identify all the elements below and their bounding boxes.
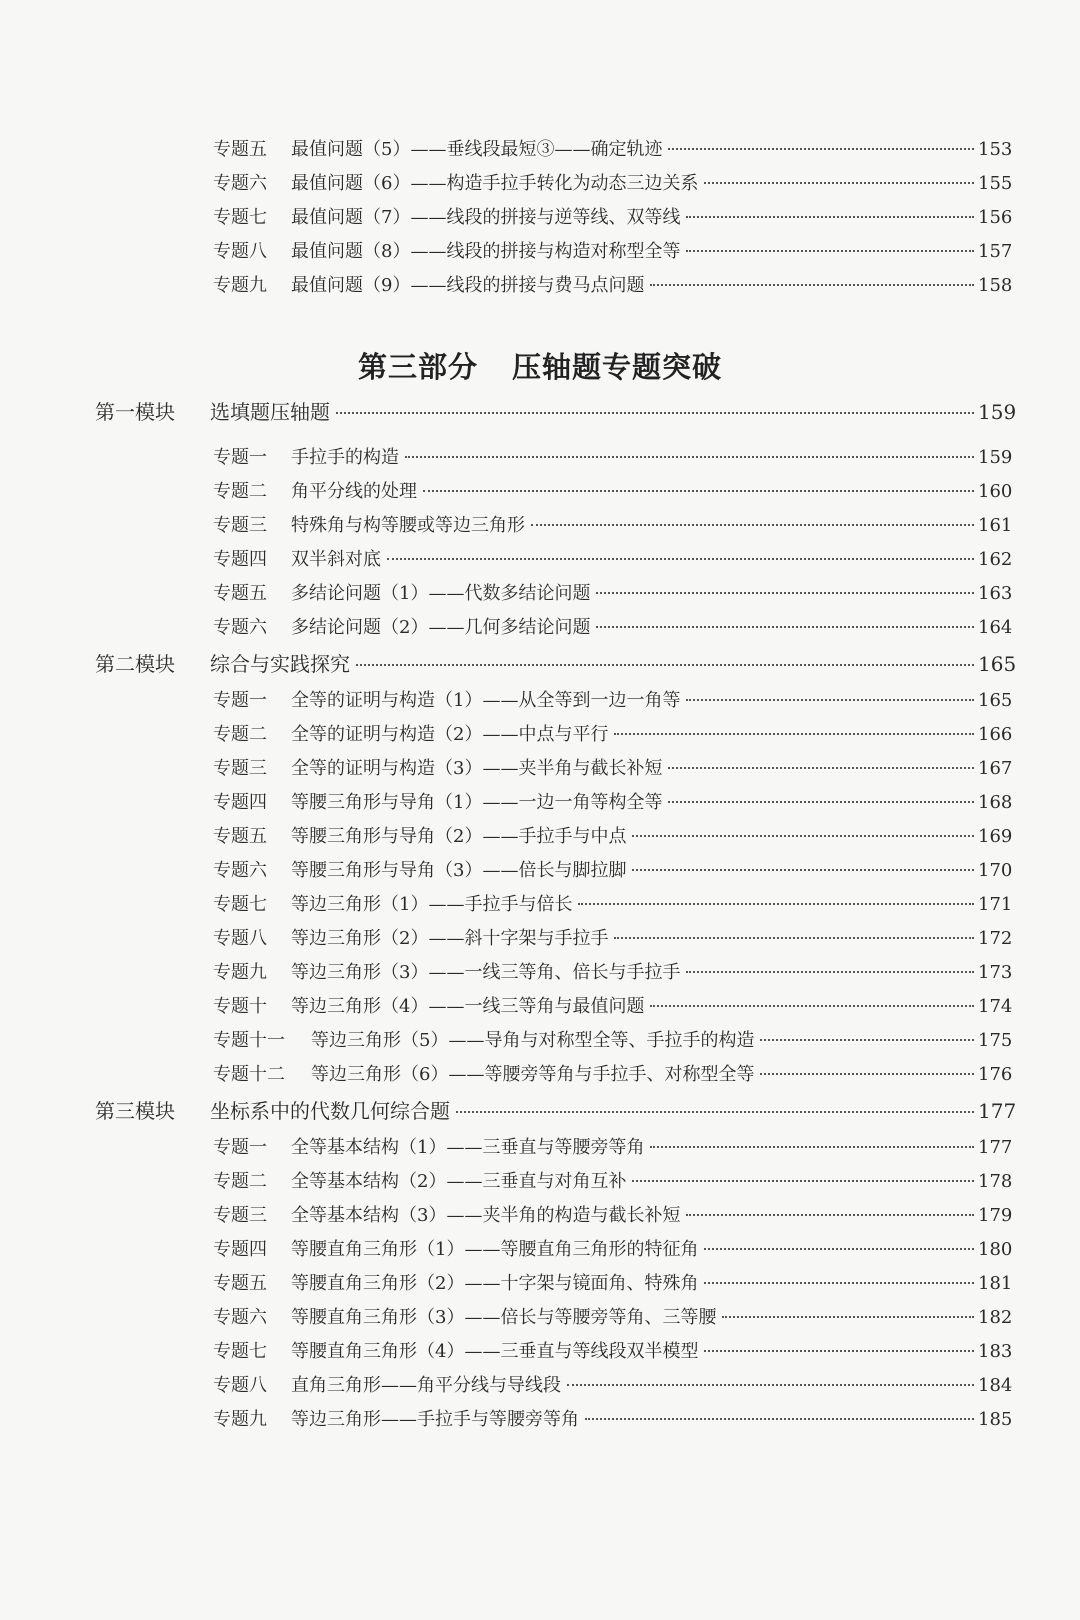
toc-entry[interactable] [0,545,1080,579]
topic-title: 特殊角与构等腰或等边三角形 [291,515,525,536]
dot-leader [596,592,974,594]
dot-leader [760,1039,974,1041]
dot-leader [650,1005,974,1007]
topic-title: 等边三角形（1）——手拉手与倍长 [291,894,573,915]
topic-title: 全等的证明与构造（2）——中点与平行 [291,724,609,745]
topic-label: 专题九 [213,962,267,983]
topic-title: 等腰直角三角形（4）——三垂直与等线段双半模型 [291,1341,699,1362]
dot-leader [686,216,974,218]
toc-entry[interactable] [0,271,1080,305]
toc-entry[interactable] [0,1167,1080,1201]
dot-leader [614,937,974,939]
toc-entry[interactable] [0,579,1080,613]
topic-label: 专题五 [213,583,267,604]
page-number: 160 [978,481,1013,502]
dot-leader [567,1384,974,1386]
topic-title: 多结论问题（1）——代数多结论问题 [291,583,591,604]
topic-label: 专题六 [213,860,267,881]
toc-entry[interactable] [0,477,1080,511]
part-heading [0,345,1080,386]
topic-label: 专题五 [213,826,267,847]
topic-title: 等边三角形（3）——一线三等角、倍长与手拉手 [291,962,681,983]
dot-leader [704,182,974,184]
toc-entry[interactable] [0,754,1080,788]
toc-entry[interactable] [0,1303,1080,1337]
toc-entry[interactable] [0,720,1080,754]
topic-title: 手拉手的构造 [291,447,399,468]
topic-label: 专题二 [213,724,267,745]
topic-label: 专题六 [213,617,267,638]
dot-leader [632,869,974,871]
topic-title: 最值问题（9）——线段的拼接与费马点问题 [291,275,645,296]
page-number: 156 [978,207,1013,228]
topic-label: 专题十 [213,996,267,1017]
page-number: 161 [978,515,1013,536]
topic-label: 专题一 [213,690,267,711]
page-number: 179 [978,1205,1013,1226]
topic-title: 等边三角形——手拉手与等腰旁等角 [291,1409,579,1430]
topic-label: 专题一 [213,1137,267,1158]
dot-leader [722,1316,974,1318]
page-number: 176 [978,1064,1013,1085]
topic-title: 双半斜对底 [291,549,381,570]
page-number: 163 [978,583,1013,604]
dot-leader [686,971,974,973]
topic-label: 专题九 [213,275,267,296]
module-label: 第二模块 [95,652,175,676]
page-number: 155 [978,173,1013,194]
topic-label: 专题八 [213,241,267,262]
page-number: 185 [978,1409,1013,1430]
topic-title: 全等基本结构（2）——三垂直与对角互补 [291,1171,627,1192]
toc-entry[interactable] [0,1026,1080,1060]
toc-entry[interactable] [0,1060,1080,1094]
topic-label: 专题十一 [213,1030,285,1051]
dot-leader [668,801,974,803]
topic-title: 等腰直角三角形（2）——十字架与镜面角、特殊角 [291,1273,699,1294]
dot-leader [531,524,974,526]
topic-title: 等腰三角形与导角（3）——倍长与脚拉脚 [291,860,627,881]
topic-title: 全等基本结构（1）——三垂直与等腰旁等角 [291,1137,645,1158]
topic-label: 专题八 [213,1375,267,1396]
page-number: 168 [978,792,1013,813]
topic-title: 等腰三角形与导角（1）——一边一角等构全等 [291,792,663,813]
page-number: 180 [978,1239,1013,1260]
dot-leader [760,1073,974,1075]
page-number: 159 [978,400,1017,424]
dot-leader [686,1214,974,1216]
module-title: 坐标系中的代数几何综合题 [210,1099,450,1123]
dot-leader [686,250,974,252]
module-entry[interactable] [0,648,1080,684]
dot-leader [456,1111,974,1113]
page-number: 175 [978,1030,1013,1051]
toc-entry[interactable] [0,203,1080,237]
topic-title: 全等的证明与构造（1）——从全等到一边一角等 [291,690,681,711]
dot-leader [356,664,974,666]
page-number: 178 [978,1171,1013,1192]
topic-label: 专题十二 [213,1064,285,1085]
dot-leader [686,699,974,701]
page-number: 153 [978,139,1013,160]
topic-label: 专题二 [213,481,267,502]
page-number: 184 [978,1375,1013,1396]
module-title: 选填题压轴题 [210,400,330,424]
part-label: 第三部分 [357,350,478,384]
topic-title: 最值问题（8）——线段的拼接与构造对称型全等 [291,241,681,262]
toc-entry[interactable] [0,443,1080,477]
dot-leader [614,733,974,735]
topic-label: 专题四 [213,792,267,813]
page-number: 183 [978,1341,1013,1362]
page-number: 162 [978,549,1013,570]
dot-leader [650,284,974,286]
toc-entry[interactable] [0,890,1080,924]
toc-entry[interactable] [0,1337,1080,1371]
page-number: 170 [978,860,1013,881]
page-number: 181 [978,1273,1013,1294]
topic-label: 专题一 [213,447,267,468]
toc-entry[interactable] [0,1405,1080,1439]
page-number: 177 [978,1099,1017,1123]
topic-title: 等腰三角形与导角（2）——手拉手与中点 [291,826,627,847]
topic-title: 全等的证明与构造（3）——夹半角与截长补短 [291,758,663,779]
dot-leader [668,148,974,150]
topic-label: 专题四 [213,1239,267,1260]
topic-title: 多结论问题（2）——几何多结论问题 [291,617,591,638]
page-number: 159 [978,447,1013,468]
page-number: 166 [978,724,1013,745]
topic-title: 角平分线的处理 [291,481,417,502]
topic-label: 专题七 [213,207,267,228]
toc-entry[interactable] [0,613,1080,647]
toc-entry[interactable] [0,924,1080,958]
dot-leader [704,1350,974,1352]
dot-leader [336,412,974,414]
topic-label: 专题六 [213,173,267,194]
dot-leader [387,558,974,560]
toc-entry[interactable] [0,511,1080,545]
topic-title: 等边三角形（4）——一线三等角与最值问题 [291,996,645,1017]
module-title: 综合与实践探究 [210,652,350,676]
toc-entry[interactable] [0,1235,1080,1269]
page-number: 169 [978,826,1013,847]
topic-label: 专题四 [213,549,267,570]
page-number: 177 [978,1137,1013,1158]
toc-entry[interactable] [0,788,1080,822]
toc-entry[interactable] [0,1133,1080,1167]
dot-leader [585,1418,974,1420]
toc-entry[interactable] [0,135,1080,169]
toc-entry[interactable] [0,237,1080,271]
toc-entry[interactable] [0,686,1080,720]
topic-label: 专题七 [213,894,267,915]
page-number: 157 [978,241,1013,262]
dot-leader [632,835,974,837]
dot-leader [405,456,974,458]
toc-entry[interactable] [0,1201,1080,1235]
toc-entry[interactable] [0,1269,1080,1303]
topic-label: 专题六 [213,1307,267,1328]
topic-label: 专题三 [213,1205,267,1226]
topic-title: 等边三角形（2）——斜十字架与手拉手 [291,928,609,949]
topic-title: 全等基本结构（3）——夹半角的构造与截长补短 [291,1205,681,1226]
topic-title: 最值问题（7）——线段的拼接与逆等线、双等线 [291,207,681,228]
page-number: 164 [978,617,1013,638]
toc-entry[interactable] [0,856,1080,890]
topic-label: 专题八 [213,928,267,949]
part-title: 压轴题专题突破 [512,350,723,384]
toc-entry[interactable] [0,169,1080,203]
topic-title: 等腰直角三角形（3）——倍长与等腰旁等角、三等腰 [291,1307,717,1328]
toc-entry[interactable] [0,958,1080,992]
dot-leader [650,1146,974,1148]
topic-title: 最值问题（5）——垂线段最短③——确定轨迹 [291,139,663,160]
module-label: 第一模块 [95,400,175,424]
page-number: 158 [978,275,1013,296]
page-number: 171 [978,894,1013,915]
toc-entry[interactable] [0,992,1080,1026]
dot-leader [668,767,974,769]
topic-title: 等边三角形（6）——等腰旁等角与手拉手、对称型全等 [311,1064,755,1085]
topic-label: 专题三 [213,515,267,536]
page-number: 182 [978,1307,1013,1328]
page-number: 172 [978,928,1013,949]
topic-title: 等边三角形（5）——导角与对称型全等、手拉手的构造 [311,1030,755,1051]
page-number: 165 [978,690,1013,711]
module-entry[interactable] [0,1095,1080,1131]
topic-title: 直角三角形——角平分线与导线段 [291,1375,561,1396]
page-number: 174 [978,996,1013,1017]
dot-leader [423,490,974,492]
topic-title: 等腰直角三角形（1）——等腰直角三角形的特征角 [291,1239,699,1260]
topic-label: 专题三 [213,758,267,779]
dot-leader [704,1248,974,1250]
dot-leader [596,626,974,628]
toc-entry[interactable] [0,822,1080,856]
topic-label: 专题九 [213,1409,267,1430]
topic-label: 专题七 [213,1341,267,1362]
topic-label: 专题二 [213,1171,267,1192]
module-entry[interactable] [0,396,1080,432]
page-number: 167 [978,758,1013,779]
dot-leader [578,903,974,905]
topic-label: 专题五 [213,139,267,160]
toc-entry[interactable] [0,1371,1080,1405]
module-label: 第三模块 [95,1099,175,1123]
topic-label: 专题五 [213,1273,267,1294]
page-number: 173 [978,962,1013,983]
topic-title: 最值问题（6）——构造手拉手转化为动态三边关系 [291,173,699,194]
page-number: 165 [978,652,1017,676]
dot-leader [704,1282,974,1284]
dot-leader [632,1180,974,1182]
